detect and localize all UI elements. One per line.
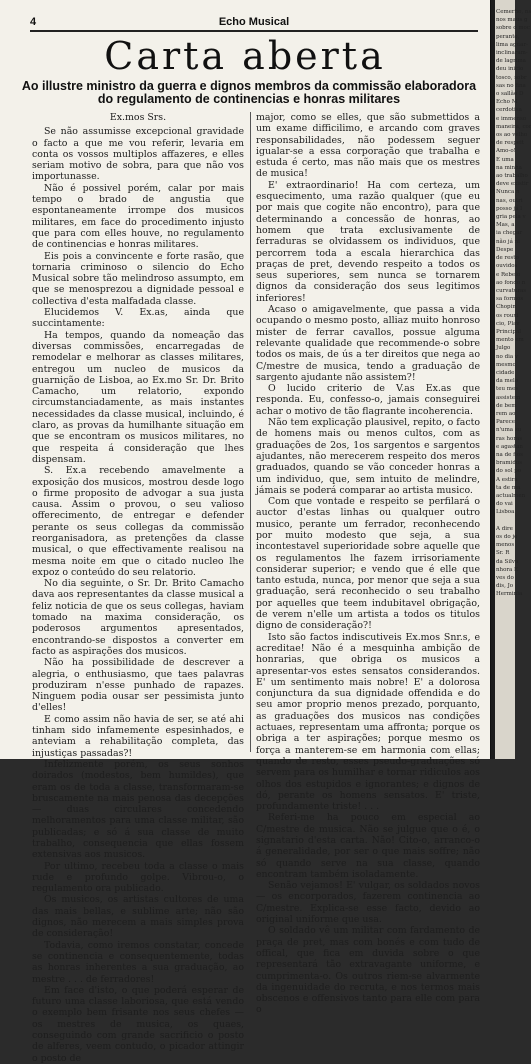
strip-line: mesmo bbox=[496, 361, 516, 368]
paragraph: Referi-me ha pouco em especial ao C/mestre de musica. Não se julgue que o é, o signatario d'esta carta. Não! Cito-o, arranco-o á generalidade, por ser o que mais soffre; não só quando serve na sua classe, quando encontram também isoladamente. bbox=[256, 812, 480, 880]
paragraph: S. Ex.a recebendo amavelmente a exposição dos musicos, mostrou desde logo o firme proposito de advogar a sua justa causa. Assim o provou, o seu valioso offerecimento, de entregar e defender perante os seus collegas da commissão reorganisadora, as pretenções da classe musical, o que effectivamente realisou na mesma noite em que o citado nucleo lhe expoz o conteúdo do seu relatorio. bbox=[32, 465, 244, 578]
paragraph: Senão vejamos! E' vulgar, os soldados novos — os encorporados, fazerem continencia ao C/mestre. Explica-se esse facto, devido ao original uniforme que usa. bbox=[256, 880, 480, 926]
paragraph: Acaso o amigavelmente, que passa a vida ocupando o mesmo posto, alliaz muito honroso mister de ferrar cavallos, possue alguma relevante qualidade que recommende-o sobre todos os mais, de ús a ter direitos que nega ao C/mestre de musica, tendo a graduação de sargento ajudante não assistem?! bbox=[256, 304, 480, 383]
paragraph: Eis pois a convincente e forte rasão, que tornaria criminoso o silencio do Echo Musical sobre tão melindroso assumpto, em que se menosprezou a dignidade pessoal e collectiva d'esta malfadada classe. bbox=[32, 250, 244, 307]
paragraph: No dia seguinte, o Sr. Dr. Brito Camacho dava aos representantes da classe musical a feliz noticia de que os seus collegas, haviam tomado na maxima consideração, os poderosos argumentos apresentados, encontrando-se dispostos a converter em facto as aspirações dos musicos. bbox=[32, 578, 244, 657]
strip-line: Sr. R bbox=[496, 550, 510, 557]
strip-line: deve existir bbox=[496, 181, 529, 188]
strip-line: maneira, cor bbox=[496, 123, 531, 130]
strip-line: peranto, bbox=[496, 33, 520, 40]
left-column bbox=[32, 112, 244, 1064]
strip-line: curvaturas bbox=[496, 287, 527, 294]
strip-line: Chopin bbox=[496, 304, 516, 311]
strip-line: do vai bbox=[496, 501, 513, 508]
strip-line: Parece bbox=[496, 419, 515, 426]
strip-line: e agastan bbox=[496, 443, 523, 450]
strip-line: nos maus g bbox=[496, 17, 528, 24]
paragraph: Em face d'isto, o que poderá esperar de futuro uma classe laboriosa, que está vendo o exemplo bem frisante nos seus chefes — os mestres de musica, os quaes, conseguindo com grande sacrificio o posto de alferes, veem contudo, o picador attingir o posto de bbox=[32, 984, 244, 1064]
strip-line: e Rebelo bbox=[496, 271, 521, 278]
strip-line: A dire bbox=[496, 525, 513, 532]
paragraph: Não ha possibilidade de descrever a alegria, o enthusiasmo, que taes palavras produziram n'esse punhado de rapazes. Ninguem podia ousar ser pessimista junto d'elles! bbox=[32, 657, 244, 714]
strip-line: cio, Plav bbox=[496, 320, 520, 327]
strip-line: deu inicio bbox=[496, 66, 524, 73]
strip-line: rem ao bbox=[496, 410, 516, 417]
page-number: 4 bbox=[30, 16, 37, 28]
strip-line: dis, Jo bbox=[496, 583, 514, 590]
strip-line: sas no fina bbox=[496, 82, 526, 89]
strip-line: ves do bbox=[496, 575, 514, 582]
strip-line: gria pela v bbox=[496, 214, 526, 221]
paragraph: Por ultimo, recebeu toda a classe o mais rude e profundo golpe. Vibrou-o, o regulamento ora publicado. bbox=[32, 860, 244, 895]
paragraph: Os musicos, os artistas cultores de uma das mais bellas, e sublime arte; não são dignos, não merecem a mais simples prova de consideração! bbox=[32, 894, 244, 940]
strip-line: posso já l bbox=[496, 205, 523, 212]
strip-line: n'uma su bbox=[496, 427, 522, 434]
strip-line: o sallão D bbox=[496, 91, 524, 98]
paragraph: O soldado vê um militar com fardamento de praça de pret, mas com bonés e com tudo de offical, que fica em duvida sobre o que representará tão extravagante uniforme, e cumprimenta-o. Os outros riem-se alvarmente da ingenuidade do recruta, e nos termos mais obscenos e offensivos tanto para elle com para o bbox=[256, 925, 480, 1016]
paragraph: E como assim não havia de ser, se até ahi tinham sido infamemente espesinhados, e anteviam a rehabilitação completa, das injustiças passadas?! bbox=[32, 713, 244, 759]
paragraph: E' extraordinario! Ha com certeza, um esquecimento, uma razão qualquer (que eu por mais que cogite não encontro), para que determinando a concessão de honras, ao homem que trata exclusivamente de ferraduras se olvidassem os individuos, que percorrem toda a escala hierarchica das praças de pret, devendo respeito a todos os seus superiores, sem nunca se tornarem dignos da consideração dos seus legitimos inferiores! bbox=[256, 179, 480, 304]
strip-line: os do jo bbox=[496, 534, 518, 540]
strip-line: ia chegar bbox=[496, 230, 523, 237]
paragraph: Todavia, como iremos constatar, concede se continencia e consequentemente, todas as honras inherentes a sua graduação, ao mestre . . . de ferradores! bbox=[32, 939, 244, 985]
strip-line: os ao velho bbox=[496, 132, 528, 139]
strip-line: lima aguar- bbox=[496, 41, 528, 48]
article-title: Carta aberta bbox=[104, 34, 386, 78]
salutation: Ex.mos Srs. bbox=[109, 112, 167, 123]
strip-line: os rouxi bbox=[496, 312, 519, 319]
strip-line: E uma bbox=[496, 156, 514, 163]
strip-line: Lisboa bbox=[496, 509, 515, 516]
strip-line: da melo bbox=[496, 378, 519, 385]
strip-line: de bem bbox=[496, 402, 517, 409]
running-header bbox=[30, 16, 478, 32]
strip-line: do sol po bbox=[496, 468, 522, 475]
strip-line: ras horas bbox=[496, 435, 523, 442]
paragraph: major, como se elles, que são submettidos a um exame difficilimo, e arcando com graves responsabilidades, não podessem seguer igualar-se a essa corporação que trabalha e estuda é certo, mas não mais que os mestres de musica! bbox=[256, 112, 480, 180]
strip-line: bramidos bbox=[496, 460, 523, 467]
strip-line: Julgo bbox=[496, 345, 511, 352]
strip-line: sobre o moc bbox=[496, 25, 530, 32]
strip-line: Despe bbox=[496, 246, 514, 253]
paragraph: Isto são factos indiscutiveis Ex.mos Snr.s, e acreditae! Não é a mesquinha ambição de honrarias, que obriga os musicos a apresentar-vos estes sensatos considerandos. E' um sentimento mais nobre! E' a dolorosa conjunctura da sua dignidade offendida e do seu amor proprio menos prezado, porquanto, as graduações dos musicos nas condições actuaes, representam uma affronta; porque os obriga a ter aspirações; porque mesmo os força a manterem-se em harmonia com ellas; quando de resto, esses pseudo-graduações só servem para os humilhar e tornar ridiculos aos olhos dos estupidos e ignorantes; e dignos de dó, perante os homens sensatos. E' triste, profundamente triste! . . . bbox=[256, 631, 480, 813]
strip-line: de resto bbox=[496, 255, 519, 262]
strip-line: Mas, a bbox=[496, 222, 515, 229]
strip-line: nas, outri bbox=[496, 197, 523, 204]
paragraph: Ha tempos, quando da nomeação das diversas commissões, encarregadas de remodelar e melhorar as classes militares, entregou um nucleo de musicos da guarnição de Lisboa, ao Ex.mo Sr. Dr. Brito Camacho, um relatorio, expondo circumstanciadamente, as mais instantes necessidades da classe musical, incluindo, é claro, as provas da humilhante situação em que se encontram os musicos militares, no que respeita á consideração que lhes dispensam. bbox=[32, 329, 244, 465]
paragraph: Com que vontade e respeito se perfilará o auctor d'estas linhas ou qualquer outro musico, perante um ferrador, reconhecendo por muito modesto que seja, a sua incontestavel superioridade sobre aquelle que os regulamentos lhe fazem irrisoriamente considerar superior; e vendo que é elle que tanto estuda, nunca, por menor que seja a sua graduação, será reconhecido o seu trabalho por aquelles que teem indubitavel obrigação, de verem n'elle um artista a todos os titulos digno de consideração?! bbox=[256, 496, 480, 632]
paragraph: Infelizmente porém, os seus sonhos doirados (modestos, bem humildes), que eram os de toda a classe, transformaram-se bruscamente na mais penosa das decepções — duas circulares concedendo melhoramentos para uma classe militar, são publicadas; e só á sua classe de muito trabalho, consequencia que ellas fossem extensivas aos musicos. bbox=[32, 758, 244, 861]
strip-line: não já ni bbox=[496, 238, 520, 245]
paragraph: Não tem explicação plausivel, repito, o facto de homens mais ou menos cultos, com as graduações de 2os, 1os sargentos e sargentos ajudantes, não merecerem respeito dos meros graduados, quando se vão conceder honras a um individuo, que, sem intuito de melindre, jámais se poderá comparar ao artista musico. bbox=[256, 417, 480, 496]
strip-line: actualmen bbox=[496, 492, 526, 499]
strip-line: assistem bbox=[496, 394, 521, 401]
strip-line: de lagrima bbox=[496, 58, 526, 65]
strip-line: na de fios bbox=[496, 451, 523, 458]
strip-line: Principal bbox=[496, 328, 522, 335]
column-divider bbox=[250, 112, 251, 752]
adjacent-page-strip bbox=[490, 0, 531, 759]
strip-line: mento em bbox=[496, 337, 524, 344]
strip-line: na minha bbox=[496, 164, 522, 171]
strip-line: ouvidos bbox=[496, 263, 518, 270]
strip-line: ta de ma bbox=[496, 484, 521, 491]
strip-line: tosco, sobr bbox=[496, 74, 527, 81]
strip-line: ao fondo n bbox=[496, 279, 526, 286]
strip-line: Cemerho, ns bbox=[496, 9, 531, 15]
strip-line: teu mes bbox=[496, 386, 519, 393]
strip-line: Amo-o! bbox=[496, 148, 516, 155]
paragraph: O lucido criterio de V.as Ex.as que responda. Eu, confesso-o, jamais conseguirei achar o motivo de tão flagrante incoherencia. bbox=[256, 383, 480, 417]
strip-line: ao trabalho bbox=[496, 173, 528, 180]
strip-line: inclinaram- bbox=[496, 50, 528, 57]
adjacent-page-text bbox=[496, 8, 531, 599]
strip-line: da Silva bbox=[496, 558, 519, 565]
strip-line: nhora E bbox=[496, 566, 519, 573]
strip-line: de respeit bbox=[496, 140, 524, 147]
binding-gutter bbox=[491, 0, 495, 759]
strip-line bbox=[496, 517, 531, 525]
strip-line: A estira bbox=[496, 476, 518, 483]
strip-line: Echo M bbox=[496, 99, 518, 106]
strip-line: cidade bbox=[496, 369, 515, 376]
magazine-name: Echo Musical bbox=[218, 16, 290, 28]
paragraph: Elucidemos V. Ex.as, ainda que succintamente: bbox=[32, 307, 244, 330]
strip-line: Nunca n bbox=[496, 189, 520, 196]
paragraph: Não é possivel porém, calar por mais tempo o brado de angustia que espontaneamente irrompe dos musicos militares, em face do procedimento injusto que para com elles houve, no regulamento de continencias e honras militares. bbox=[32, 182, 244, 251]
strip-line: Herminia bbox=[496, 591, 523, 598]
strip-line: no dia v bbox=[496, 353, 519, 360]
strip-line: menos bbox=[496, 542, 515, 549]
strip-line: cerdotisa bbox=[496, 107, 522, 114]
article-subtitle: Ao illustre ministro da guerra e dignos membros da commissão elaboradora do regulamento de continencias e honras militares bbox=[21, 79, 477, 106]
strip-line: sa formos bbox=[496, 296, 524, 303]
right-column bbox=[256, 112, 480, 1016]
paragraph: Se não assumisse excepcional gravidade o facto a que me vou referir, levaria em conta os vossos multiplos affazeres, e elles seriam motivo de sobra, para que não vos importunasse. bbox=[32, 126, 244, 183]
strip-line: e immenso bbox=[496, 115, 527, 122]
